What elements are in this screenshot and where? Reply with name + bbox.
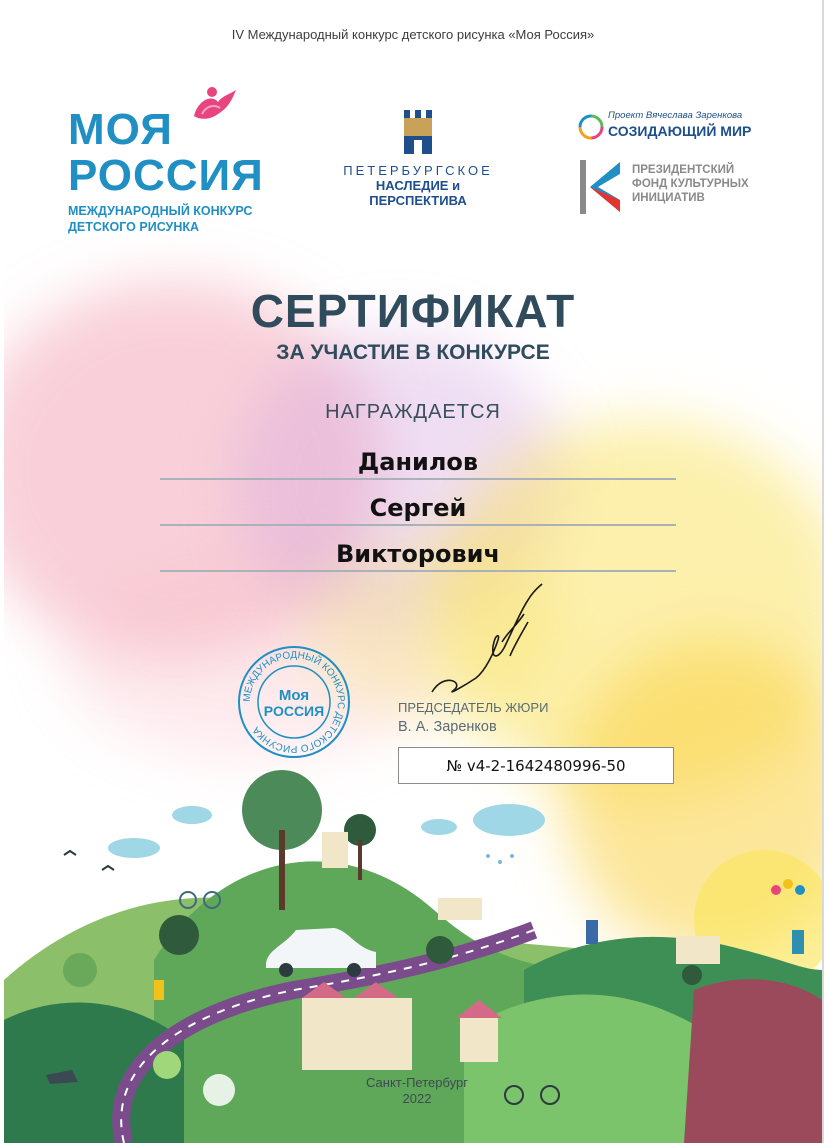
stamp-moya: Моя <box>278 687 310 704</box>
pfki-logo <box>580 160 780 219</box>
moya-rossiya-logo <box>68 105 278 235</box>
recipient-surname: Данилов <box>160 448 676 480</box>
sozidayushchiy-mir-logo <box>578 110 768 139</box>
certificate-page <box>4 0 824 1143</box>
recipient-patronymic: Викторович <box>160 540 676 572</box>
stamp-rossiya: РОССИЯ <box>263 703 325 719</box>
logo-subtitle-2: ДЕТСКОГО РИСУНКА <box>68 219 200 234</box>
peterburgskoe-line2: НАСЛЕДИЕ и ПЕРСПЕКТИВА <box>369 178 467 208</box>
footer-year: 2022 <box>402 1091 432 1106</box>
pfki-emblem-icon <box>580 160 626 214</box>
contest-caption: IV Международный конкурс детского рисунка «Моя Россия» <box>231 27 595 42</box>
pfki-text <box>632 164 749 205</box>
rainbow-ring-icon <box>578 114 604 140</box>
certificate-number: № v4-2-1642480996-50 <box>398 747 674 784</box>
sozidayushchiy-big: СОЗИДАЮЩИЙ МИР <box>608 123 752 139</box>
stamp-ring-text: МЕЖДУНАРОДНЫЙ КОНКУРС ДЕТСКОГО РИСУНКА <box>241 649 347 755</box>
jury-chairman-role: ПРЕДСЕДАТЕЛЬ ЖЮРИ <box>398 700 549 715</box>
pfki-line1: ПРЕЗИДЕНТСКИЙ <box>632 164 735 176</box>
certificate-title: СЕРТИФИКАТ <box>250 285 576 337</box>
jury-chairman-name: В. А. Заренков <box>398 719 497 735</box>
footer-city: Санкт-Петербург <box>366 1075 468 1090</box>
contest-stamp <box>236 644 352 760</box>
peterburgskoe-line1: ПЕТЕРБУРГСКОЕ <box>343 163 493 178</box>
logo-word-moya: МОЯ <box>68 105 173 154</box>
logo-subtitle-1: МЕЖДУНАРОДНЫЙ КОНКУРС <box>68 204 253 218</box>
bird-icon <box>188 86 240 128</box>
pfki-line2: ФОНД КУЛЬТУРНЫХ <box>632 177 749 190</box>
awarded-label: НАГРАЖДАЕТСЯ <box>325 401 501 423</box>
peterburgskoe-nasledie-logo <box>330 110 506 208</box>
pfki-line3: ИНИЦИАТИВ <box>632 191 705 204</box>
chairman-signature <box>424 582 554 702</box>
sozidayushchiy-small: Проект Вячеслава Заренкова <box>608 110 743 121</box>
logo-word-rossiya: РОССИЯ <box>68 151 264 200</box>
recipient-first-name: Сергей <box>160 494 676 526</box>
certificate-subtitle: ЗА УЧАСТИЕ В КОНКУРСЕ <box>276 341 550 364</box>
tower-icon <box>401 110 435 154</box>
